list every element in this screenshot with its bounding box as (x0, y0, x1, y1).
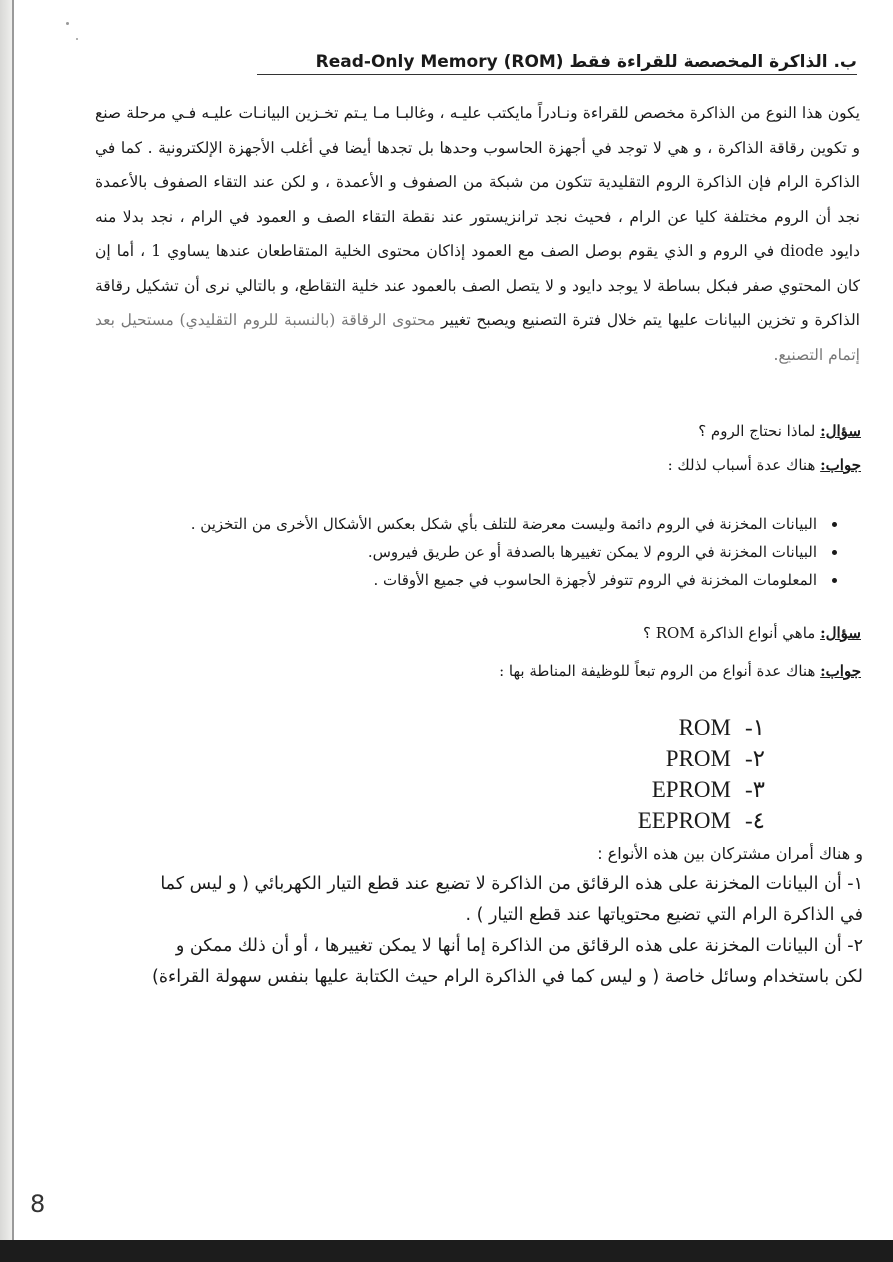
answer-label: جواب: (820, 662, 861, 680)
list-item (505, 743, 765, 774)
rom-type-name: PROM (665, 746, 731, 771)
answer-label: جواب: (820, 456, 861, 474)
rom-type-name: EEPROM (637, 808, 731, 833)
list-item: • المعلومات المخزنة في الروم تتوفر لأجهزة الحاسوب في جميع الأوقات . (101, 566, 821, 594)
reasons-list (101, 510, 843, 594)
question-text: لماذا نحتاج الروم ؟ (698, 422, 821, 440)
answer-text: هناك عدة أنواع من الروم تبعاً للوظيفة المناطة بها : (499, 662, 821, 680)
rom-type-name: EPROM (651, 777, 731, 802)
list-item: • البيانات المخزنة في الروم لا يمكن تغييرها بالصدفة أو عن طريق فيروس. (101, 538, 821, 566)
rom-type-number: ٣- (744, 777, 765, 802)
common-item: ٢- أن البيانات المخزنة على هذه الرقائق من الذاكرة إما أنها لا يمكن تغييرها ، أو أن ذلك ممكن و لكن باستخدام وسائل خاصة ( و ليس كما في الذاكرة الرام حيث الكتابة عليها بنفس سهولة القراءة) (152, 936, 863, 987)
rom-type-name: ROM (678, 715, 731, 740)
page-number: 8 (30, 1190, 46, 1218)
question-1 (101, 420, 861, 442)
scan-speck (76, 38, 78, 40)
scan-edge (0, 0, 12, 1240)
rom-types-list (505, 712, 765, 836)
question-text: ماهي أنواع الذاكرة ROM ؟ (643, 624, 821, 642)
question-label: سؤال: (820, 624, 861, 642)
answer-1 (101, 454, 861, 476)
question-2 (101, 622, 861, 644)
list-item (505, 805, 765, 836)
intro-paragraph-faded: محتوى الرقاقة (بالنسبة للروم التقليدي) مستحيل بعد إتمام التصنيع. (95, 311, 860, 364)
scan-bottom-edge (0, 1240, 893, 1262)
common-properties (143, 838, 863, 993)
section-heading (257, 52, 857, 75)
list-item: • البيانات المخزنة في الروم دائمة وليست معرضة للتلف بأي شكل بعكس الأشكال الأخرى من التخزين . (101, 510, 821, 538)
rom-type-number: ٤- (744, 808, 765, 833)
question-label: سؤال: (820, 422, 861, 440)
common-intro: و هناك أمران مشتركان بين هذه الأنواع : (597, 844, 863, 863)
intro-paragraph-main: يكون هذا النوع من الذاكرة مخصص للقراءة ونـادراً مايكتب عليـه ، وغالبـا مـا يـتم تخـزين البيانـات عليـه فـي مرحلة صنع و تكوين رقاقة الذاكرة ، و هي لا توجد في أجهزة الحاسوب وحدها بل تجدها أيضا في أغلب الأجهزة الإلكترونية . كما في الذاكرة الرام فإن الذاكرة الروم التقليدية تتكون من شبكة من الصفوف و الأعمدة ، و لكن عند التقاء الصفوف بالأعمدة نجد أن الروم مختلفة كليا عن الرام ، فحيث نجد ترانزيستور عند نقطة التقاء الصف و العمود في الرام ، نجد بدلا منه دايود diode في الروم و الذي يقوم بوصل الصف مع العمود إذاكان محتوى الخلية المتقاطعان عندها يساوي 1 ، أما إن كان المحتوي صفر فبكل بساطة لا يوجد دايود و لا يتصل الصف بالعمود عند خلية التقاطع، و بالتالي نرى أن تشكيل رقاقة الذاكرة و تخزين البيانات عليها يتم خلال فترة التصنيع ويصبح تغيير (95, 104, 860, 329)
answer-text: هناك عدة أسباب لذلك : (667, 456, 821, 474)
answer-2 (101, 660, 861, 682)
heading-english: Read-Only Memory (ROM) (315, 52, 564, 72)
common-item: ١- أن البيانات المخزنة على هذه الرقائق من الذاكرة لا تضيع عند قطع التيار الكهربائي ( و ليس كما في الذاكرة الرام التي تضيع محتوياتها عند قطع التيار ) . (160, 874, 863, 925)
list-item (505, 712, 765, 743)
rom-type-number: ٢- (744, 746, 765, 771)
list-item (505, 774, 765, 805)
rom-type-number: ١- (744, 715, 765, 740)
scan-speck (66, 22, 69, 25)
heading-arabic: ب. الذاكرة المخصصة للقراءة فقط (563, 52, 857, 72)
intro-paragraph (95, 96, 860, 372)
